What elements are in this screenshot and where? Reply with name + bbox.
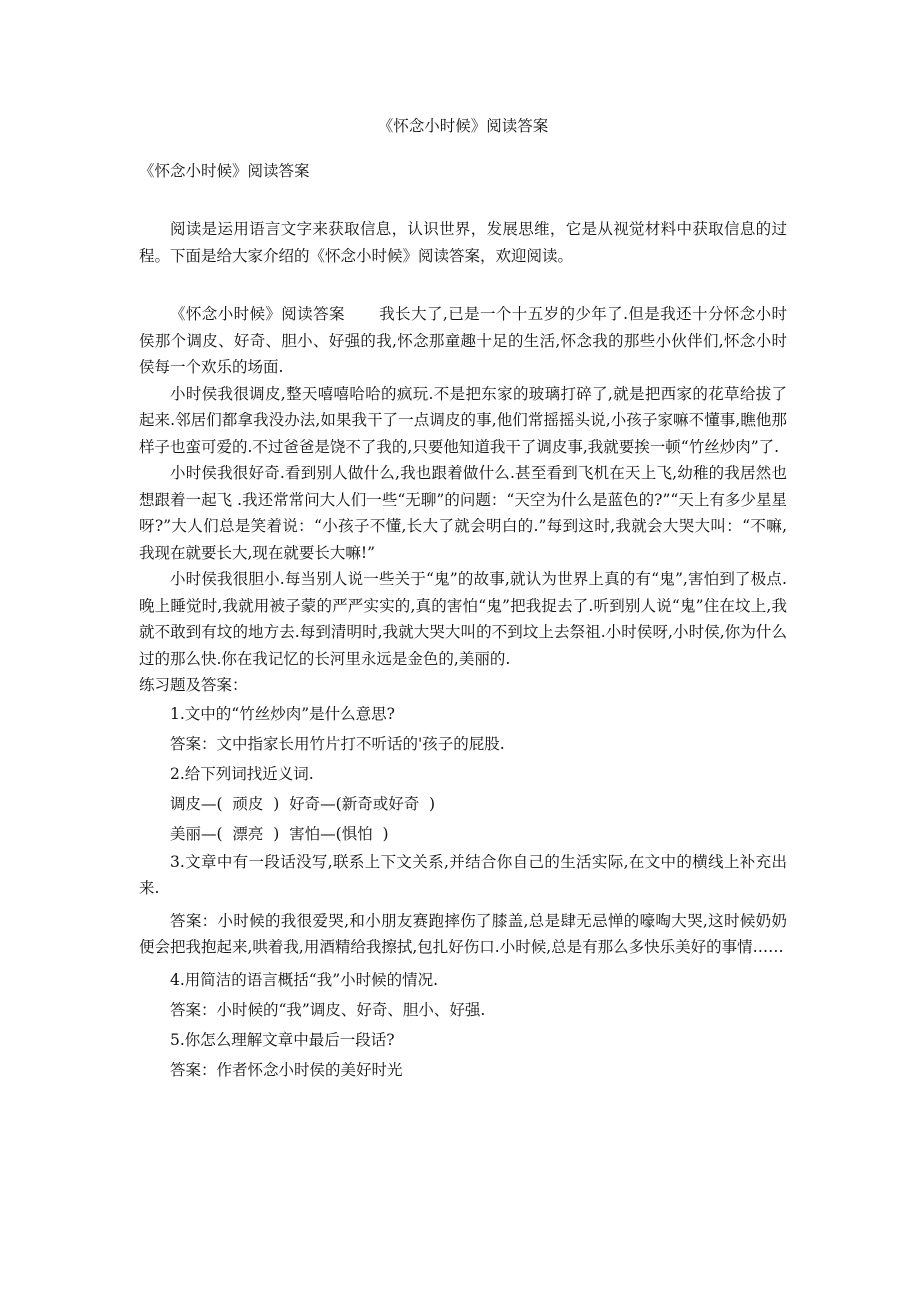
question-1: 1.文中的“竹丝炒肉”是什么意思? xyxy=(170,704,395,723)
document-content xyxy=(139,113,787,1085)
answer-4: 答案：小时候的“我”调皮、好奇、胆小、好强. xyxy=(170,1000,486,1019)
article-body xyxy=(139,301,787,672)
answer-3: 答案：小时候的我很爱哭,和小朋友赛跑摔伤了膝盖,总是肆无忌惮的嚎啕大哭,这时候奶奶便会把我抱起来,哄着我,用酒精给我擦拭,包扎好伤口.小时候,总是有那么多快乐美好的事情…… xyxy=(139,911,787,956)
question-3: 3.文章中有一段话没写,联系上下文关系,并结合你自己的生活实际,在文中的横线上补充出来. xyxy=(139,852,787,897)
answer-5: 答案：作者怀念小时侯的美好时光 xyxy=(170,1060,403,1079)
question-4: 4.用简洁的语言概括“我”小时候的情况. xyxy=(170,970,439,989)
question-2-line-2: 美丽—( 漂亮 ) 害怕—(惧怕 ) xyxy=(170,824,389,843)
document-title: 《怀念小时候》阅读答案 xyxy=(377,117,549,135)
article-heading: 《怀念小时候》阅读答案 xyxy=(170,305,345,323)
question-2-line-1: 调皮—( 顽皮 ) 好奇—(新奇或好奇 ) xyxy=(170,794,436,813)
question-5: 5.你怎么理解文章中最后一段话? xyxy=(170,1030,395,1049)
article-paragraph-2: 小时侯我很调皮,整天嘻嘻哈哈的疯玩.不是把东家的玻璃打碎了,就是把西家的花草给拔了起来.邻居们都拿我没办法,如果我干了一点调皮的事,他们常摇摇头说,小孩子家嘛不懂事,瞧他那样子也蛮可爱的.不过爸爸是饶不了我的,只要他知道我干了调皮事,我就要挨一顿“竹丝炒肉”了. xyxy=(139,384,787,456)
intro-paragraph: 阅读是运用语言文字来获取信息，认识世界，发展思维，它是从视觉材料中获取信息的过程。下面是给大家介绍的《怀念小时候》阅读答案，欢迎阅读。 xyxy=(139,220,787,265)
article-paragraph-1 xyxy=(139,301,787,381)
article-paragraph-1-text: 我长大了,已是一个十五岁的少年了.但是我还十分怀念小时侯那个调皮、好奇、胆小、好强的我,怀念那童趣十足的生活,怀念我的那些小伙伴们,怀念小时侯每一个欢乐的场面. xyxy=(139,305,787,376)
exercise-label: 练习题及答案： xyxy=(139,676,248,694)
answer-1: 答案：文中指家长用竹片打不听话的'孩子的屁股. xyxy=(170,734,505,753)
article-paragraph-4: 小时侯我很胆小.每当别人说一些关于“鬼”的故事,就认为世界上真的有“鬼”,害怕到了极点.晚上睡觉时,我就用被子蒙的严严实实的,真的害怕“鬼”把我捉去了.听到别人说“鬼”住在坟上,我就不敢到有坟的地方去.每到清明时,我就大哭大叫的不到坟上去祭祖.小时侯呀,小时侯,你为什么过的那么快.你在我记忆的长河里永远是金色的,美丽的. xyxy=(139,570,787,668)
article-paragraph-3: 小时侯我很好奇.看到别人做什么,我也跟着做什么.甚至看到飞机在天上飞,幼稚的我居然也想跟着一起飞 .我还常常问大人们一些“无聊”的问题：“天空为什么是蓝色的?”“天上有多少星星呀?”大人们总是笑着说：“小孩子不懂,长大了就会明白的.”每到这时,我就会大哭大叫：“不嘛,我现在就要长大,现在就要长大嘛!” xyxy=(139,464,787,562)
question-2: 2.给下列词找近义词. xyxy=(170,764,314,783)
document-subtitle: 《怀念小时候》阅读答案 xyxy=(139,161,310,180)
